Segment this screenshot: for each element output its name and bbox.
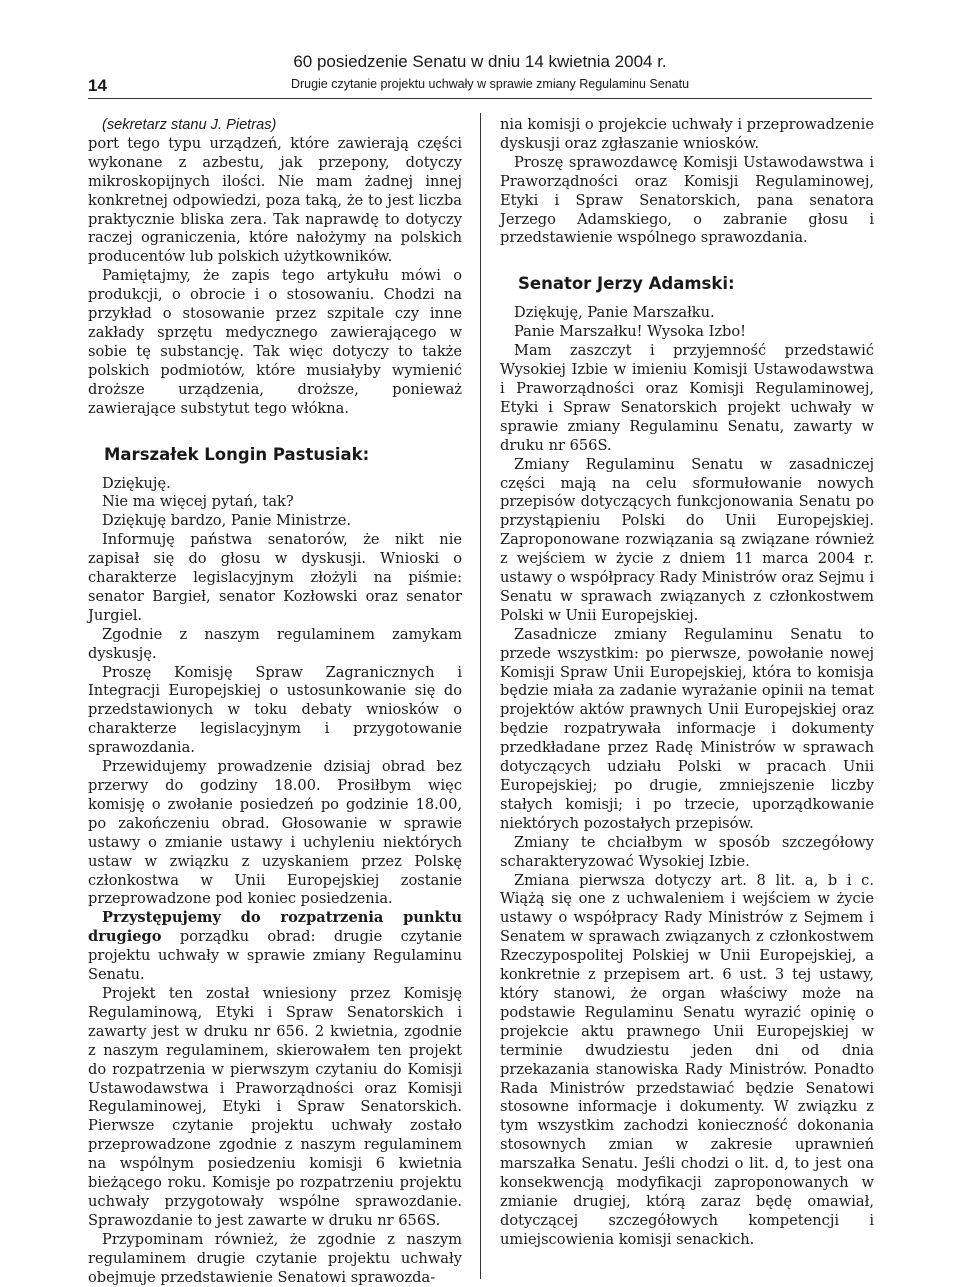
speaker-heading: Senator Jerzy Adamski: [518, 274, 735, 294]
paragraph: Dziękuję. [102, 474, 171, 492]
paragraph: Projekt ten został wniesiony przez Komisję Regulaminową, Etyki i Spraw Senatorskich i zawarty jest w druku nr 656. 2 kwietnia, zgodnie z naszym regulaminem, skierowałem ten projekt do rozpatrzenia w pierwszym czytaniu do Komisji Ustawodawstwa i Praworządności oraz Komisji Regulaminowej, Etyki i Spraw Senatorskich. Pierwsze czytanie projektu uchwały zostało przeprowadzone zgodnie z naszym regulaminem na wspólnym posiedzeniu komisji 6 kwietnia bieżącego roku. Komisje po rozpatrzeniu projektu uchwały przygotowały wspólne sprawozdanie. Sprawozdanie to jest zawarte w druku nr 656S. [88, 984, 462, 1229]
paragraph: Informuję państwa senatorów, że nikt nie zapisał się do głosu w dyskusji. Wnioski o charakterze legislacyjnym złożyli na piśmie: senator Bargieł, senator Kozłowski oraz senator Jurgiel. [88, 531, 462, 624]
running-header [88, 52, 872, 99]
paragraph: Zgodnie z naszym regulaminem zamykam dyskusję. [88, 625, 462, 662]
paragraph: Dziękuję, Panie Marszałku. [514, 304, 715, 322]
paragraph: Przypominam również, że zgodnie z naszym regulaminem drugie czytanie projektu uchwały obejmuje przedstawienie Senatowi sprawozda- [88, 1230, 462, 1286]
bold-phrase: Przystępujemy do rozpatrzenia punktu drugiego [88, 909, 462, 946]
header-subtitle: Drugie czytanie projektu uchwały w sprawie zmiany Regulaminu Senatu [290, 77, 690, 91]
page-number: 14 [88, 76, 107, 95]
paragraph: Proszę Komisję Spraw Zagranicznych i Integracji Europejskiej o ustosunkowanie się do przedstawionych w toku debaty wniosków o charakterze legislacyjnym i przygotowanie sprawozdania. [88, 663, 462, 757]
header-title: 60 posiedzenie Senatu w dniu 14 kwietnia 2004 r. [293, 52, 667, 71]
paragraph: nia komisji o projekcie uchwały i przeprowadzenie dyskusji oraz zgłaszanie wniosków. [500, 116, 874, 152]
paragraph: Panie Marszałku! Wysoka Izbo! [514, 323, 747, 341]
paragraph: Nie ma więcej pytań, tak? [102, 493, 294, 511]
paragraph: Zmiana pierwsza dotyczy art. 8 lit. a, b i c. Wiążą się one z uchwaleniem i wejściem w życie ustawy o współpracy Rady Ministrów z Sejmem i Senatem w sprawach związanych z członkostwem Rzeczypospolitej Polskiej w Unii Europejskiej, a konkretnie z przepisem art. 6 ust. 3 tej ustawy, który stanowi, że organ właściwy może na podstawie Regulaminu Senatu wyrazić opinię o projekcie aktu prawnego Unii Europejskiej w terminie dwudziestu jeden dni od dnia przekazania stanowiska Rady Ministrów. Ponadto Rada Ministrów przedstawiać będzie Senatowi stosowne informacje i dokumenty. W związku z tym wszystkim zachodzi konieczność dokonania stosownych zmian w zakresie uprawnień marszałka Senatu. Jeśli chodzi o lit. d, to jest ona konsekwencją modyfikacji zaproponowanych w zmianie drugiej, którą zaraz będę omawiał, dotyczącej szczegółowych kompetencji i umiejscowienia komisji senackich. [500, 871, 874, 1248]
paragraph: Dziękuję bardzo, Panie Ministrze. [102, 512, 352, 530]
left-column [88, 116, 462, 1287]
paragraph-rest: porządku obrad: drugie czytanie projektu uchwały w sprawie zmiany Regulaminu Senatu. [88, 928, 462, 984]
paragraph: Przewidujemy prowadzenie dzisiaj obrad bez przerwy do godziny 18.00. Prosiłbym więc komisję o zwołanie posiedzeń po godzinie 18.00, po zakończeniu obrad. Głosowanie w sprawie ustawy o zmianie ustawy i uchyleniu niektórych ustaw w związku z uzyskaniem przez Polskę członkostwa w Unii Europejskiej zostanie przeprowadzone pod koniec posiedzenia. [88, 758, 462, 908]
paragraph: Zmiany Regulaminu Senatu w zasadniczej części mają na celu sformułowanie nowych przepisów dotyczących funkcjonowania Senatu po przystąpieniu Polski do Unii Europejskiej. Zaproponowane rozwiązania są związane również z wejściem w życie z dniem 11 marca 2004 r. ustawy o współpracy Rady Ministrów oraz Sejmu i Senatu w sprawach związanych z członkostwem Polski w Unii Europejskiej. [500, 455, 874, 624]
right-column [500, 116, 874, 1250]
speaker-note: (sekretarz stanu J. Pietras) [102, 117, 277, 133]
paragraph: Pamiętajmy, że zapis tego artykułu mówi o produkcji, o obrocie i o stosowaniu. Chodzi na przykład o stosowanie przez szpitale czy inne zakłady sprzętu medycznego zawierającego w sobie tę substancję. Tak więc dotyczy to także polskich podmiotów, które musiałyby wymienić droższe urządzenia, droższe, ponieważ zawierające substytut tego włókna. [88, 267, 462, 417]
paragraph: Zasadnicze zmiany Regulaminu Senatu to przede wszystkim: po pierwsze, powołanie nowej Komisji Spraw Unii Europejskiej, która to komisja będzie miała za zadanie wyrażanie opinii na temat projektów aktów prawnych Unii Europejskiej oraz będzie rozpatrywała informacje i dokumenty przedkładane przez Radę Ministrów w sprawach dotyczących udziału Polski w pracach Unii Europejskiej; po drugie, zmniejszenie liczby stałych komisji; i po trzecie, uporządkowanie niektórych pozostałych przepisów. [500, 625, 874, 832]
paragraph: Mam zaszczyt i przyjemność przedstawić Wysokiej Izbie w imieniu Komisji Ustawodawstwa i Praworządności oraz Komisji Regulaminowej, Etyki i Spraw Senatorskich projekt uchwały w sprawie zmiany Regulaminu Senatu, zawarty w druku nr 656S. [500, 342, 874, 454]
paragraph [88, 909, 462, 985]
speaker-heading: Marszałek Longin Pastusiak: [104, 444, 370, 464]
paragraph: Proszę sprawozdawcę Komisji Ustawodawstwa i Praworządności oraz Komisji Regulaminowej, Etyki i Spraw Senatorskich, pana senatora Jerzego Adamskiego, o zabranie głosu i przedstawienie wspólnego sprawozdania. [500, 153, 874, 247]
paragraph: port tego typu urządzeń, które zawierają części wykonane z azbestu, jak przepony, dotyczy mikroskopijnych ilości. Nie mam żadnej innej konkretnej odpowiedzi, poza taką, że to jest liczba praktycznie bliska zera. Tak naprawdę to dotyczy raczej ograniczenia, które nałożymy na polskich producentów lub polskich użytkowników. [88, 134, 462, 266]
column-divider [480, 113, 481, 1279]
paragraph: Zmiany te chciałbym w sposób szczegółowy scharakteryzować Wysokiej Izbie. [500, 833, 874, 870]
